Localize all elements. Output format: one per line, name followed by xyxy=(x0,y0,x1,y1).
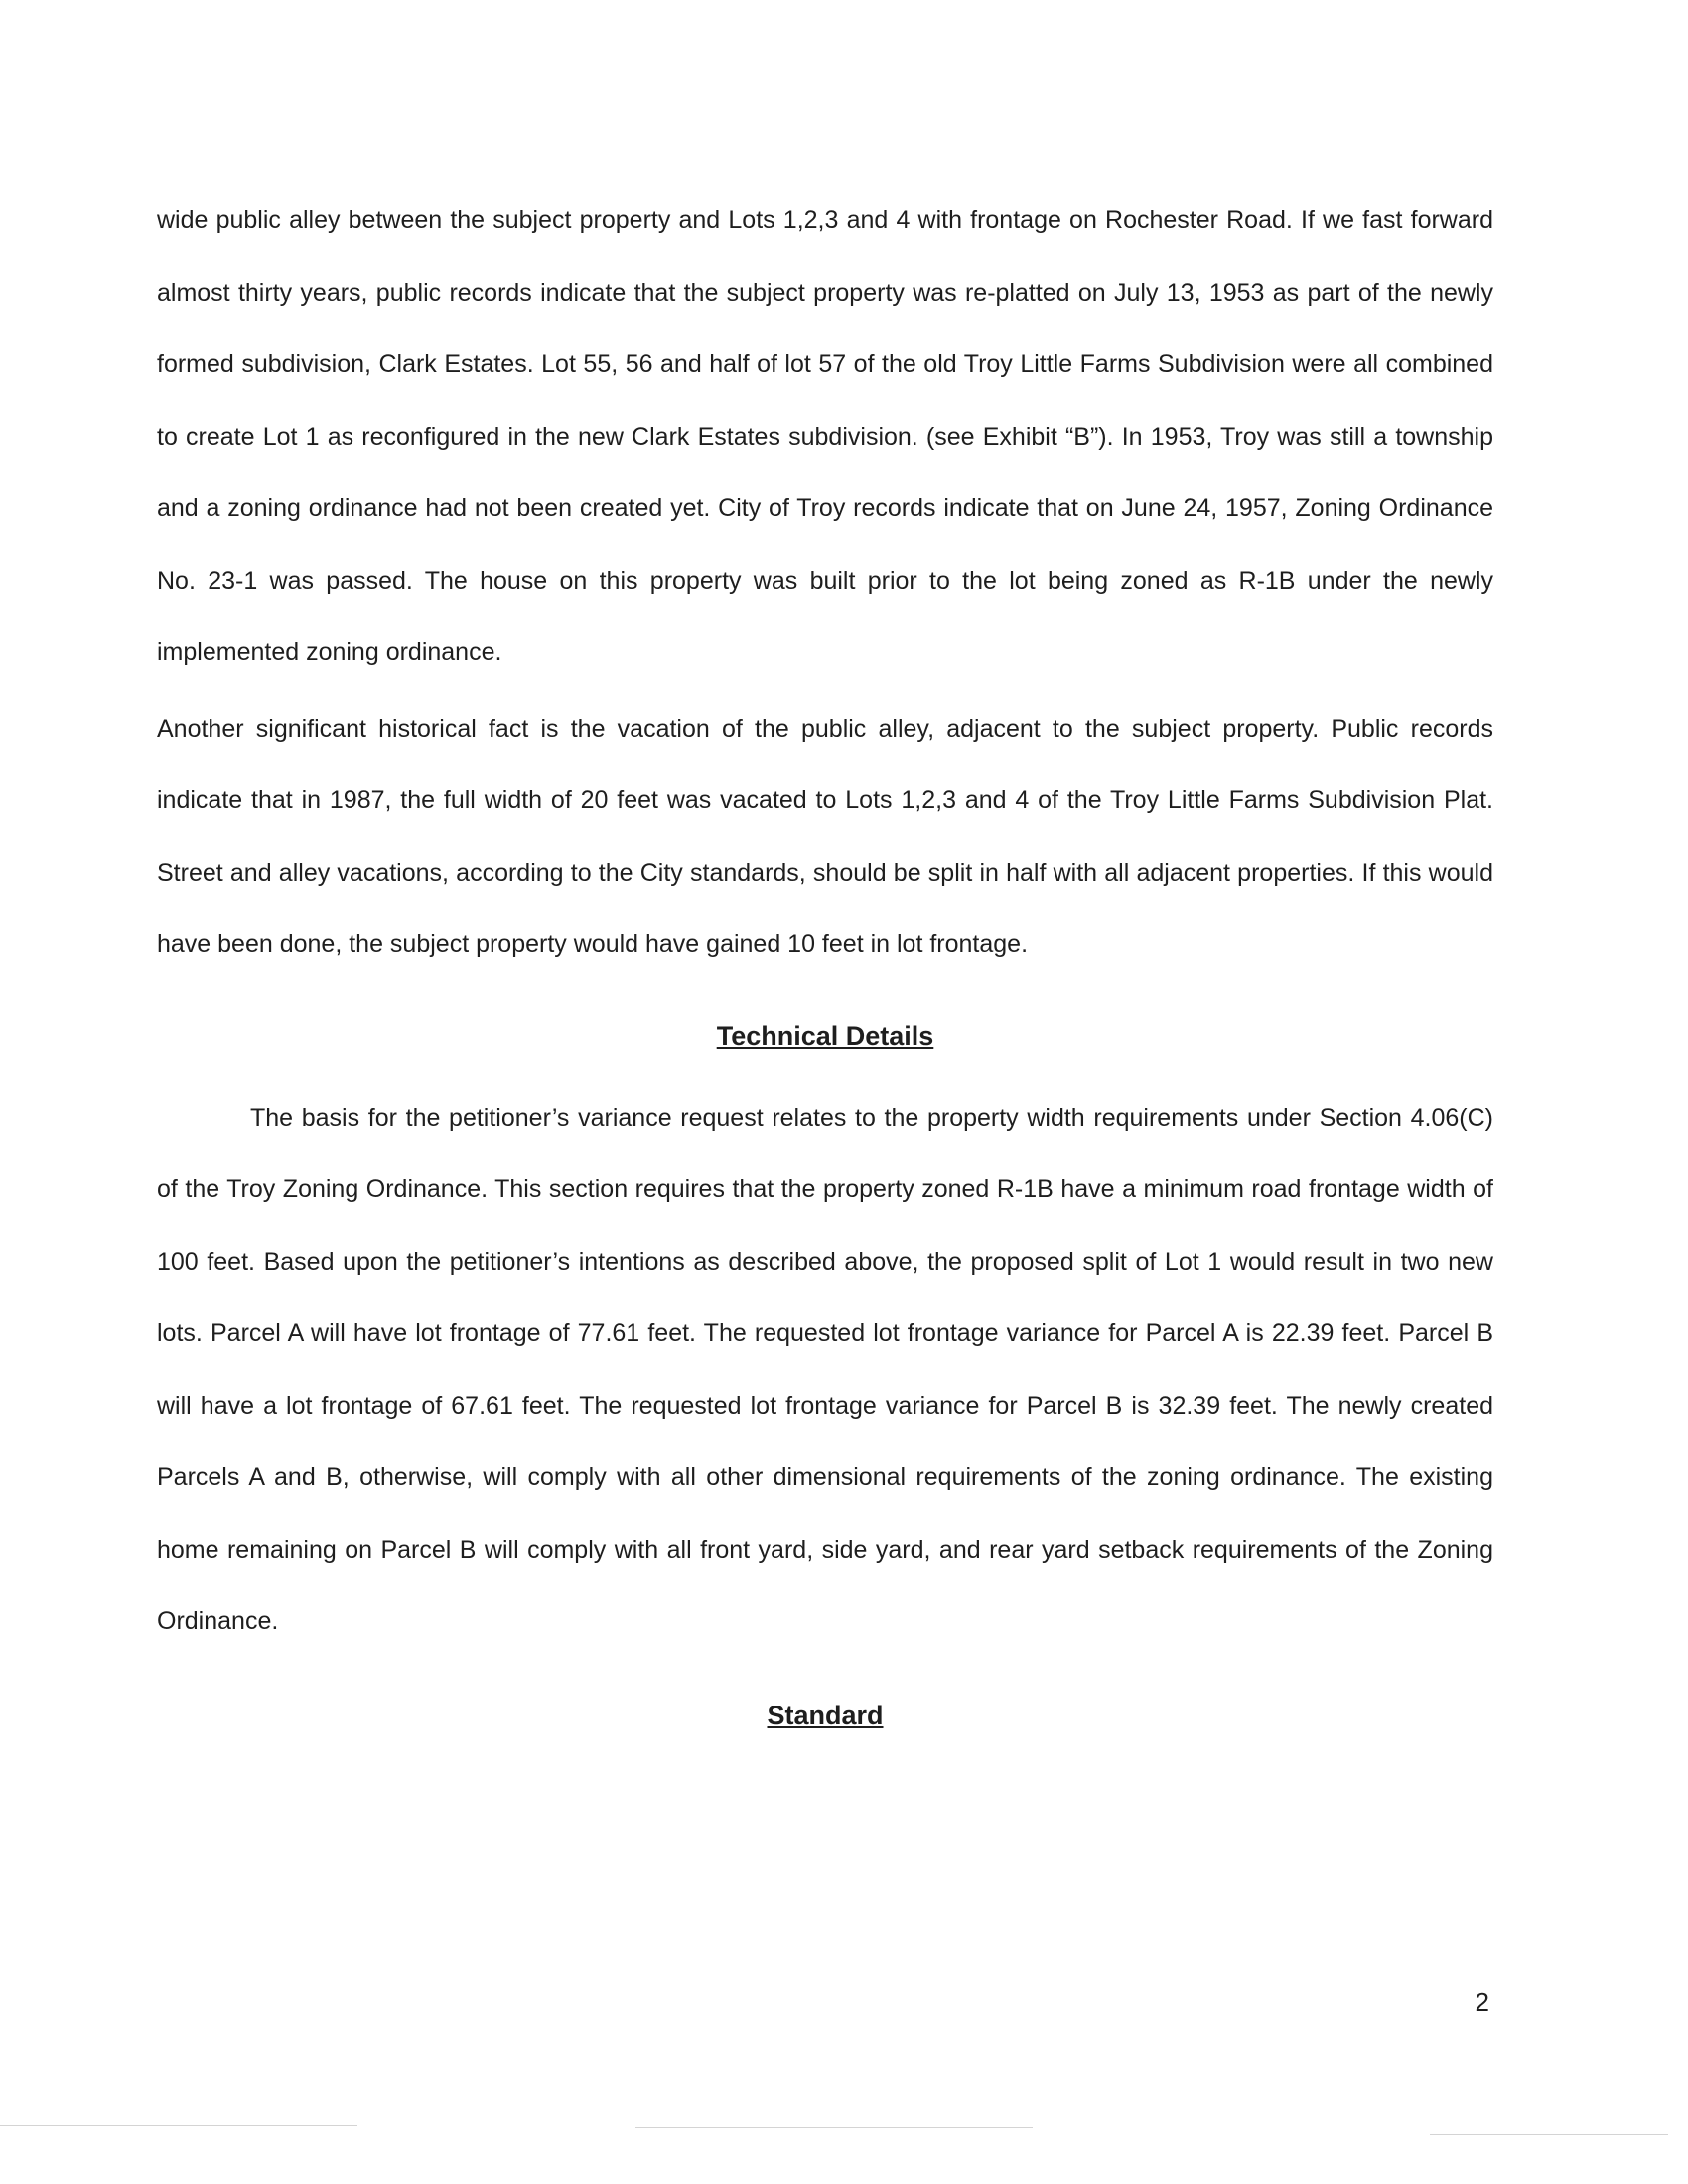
paragraph-alley-vacation: Another significant historical fact is the vacation of the public alley, adjacent to the subject property. Public records indicate that in 1987, the full width of 20 feet was vacated to Lots 1,2,3 and 4 of the Troy Little Farms Subdivision Plat. Street and alley vacations, according to the City standards, should be split in half with all adjacent properties. If this would have been done, the subject property would have gained 10 feet in lot frontage. xyxy=(157,714,1493,958)
scan-edge-line-right xyxy=(1430,2134,1668,2135)
paragraph-history: wide public alley between the subject property and Lots 1,2,3 and 4 with frontage on Rochester Road. If we fast forward almost thirty years, public records indicate that the subject property was re-platted on July 13, 1953 as part of the newly formed subdivision, Clark Estates. Lot 55, 56 and half of lot 57 of the old Troy Little Farms Subdivision were all combined to create Lot 1 as reconfigured in the new Clark Estates subdivision. (see Exhibit “B”). In 1953, Troy was still a township and a zoning ordinance had not been created yet. City of Troy records indicate that on June 24, 1957, Zoning Ordinance No. 23-1 was passed. The house on this property was built prior to the lot being zoned as R-1B under the newly implemented zoning ordinance. xyxy=(157,206,1493,666)
scan-edge-line-left xyxy=(0,2125,357,2126)
page-number: 2 xyxy=(1475,1987,1489,2017)
document-body xyxy=(157,185,1493,1735)
heading-standard: Standard xyxy=(767,1700,884,1730)
heading-technical-details: Technical Details xyxy=(716,1021,934,1051)
scan-edge-line-center xyxy=(635,2127,1033,2128)
paragraph-technical-details: The basis for the petitioner’s variance request relates to the property width requirements under Section 4.06(C) of the Troy Zoning Ordinance. This section requires that the property zoned R-1B have a minimum road frontage width of 100 feet. Based upon the petitioner’s intentions as described above, the proposed split of Lot 1 would result in two new lots. Parcel A will have lot frontage of 77.61 feet. The requested lot frontage variance for Parcel A is 22.39 feet. Parcel B will have a lot frontage of 67.61 feet. The requested lot frontage variance for Parcel B is 32.39 feet. The newly created Parcels A and B, otherwise, will comply with all other dimensional requirements of the zoning ordinance. The existing home remaining on Parcel B will comply with all front yard, side yard, and rear yard setback requirements of the Zoning Ordinance. xyxy=(157,1103,1493,1635)
